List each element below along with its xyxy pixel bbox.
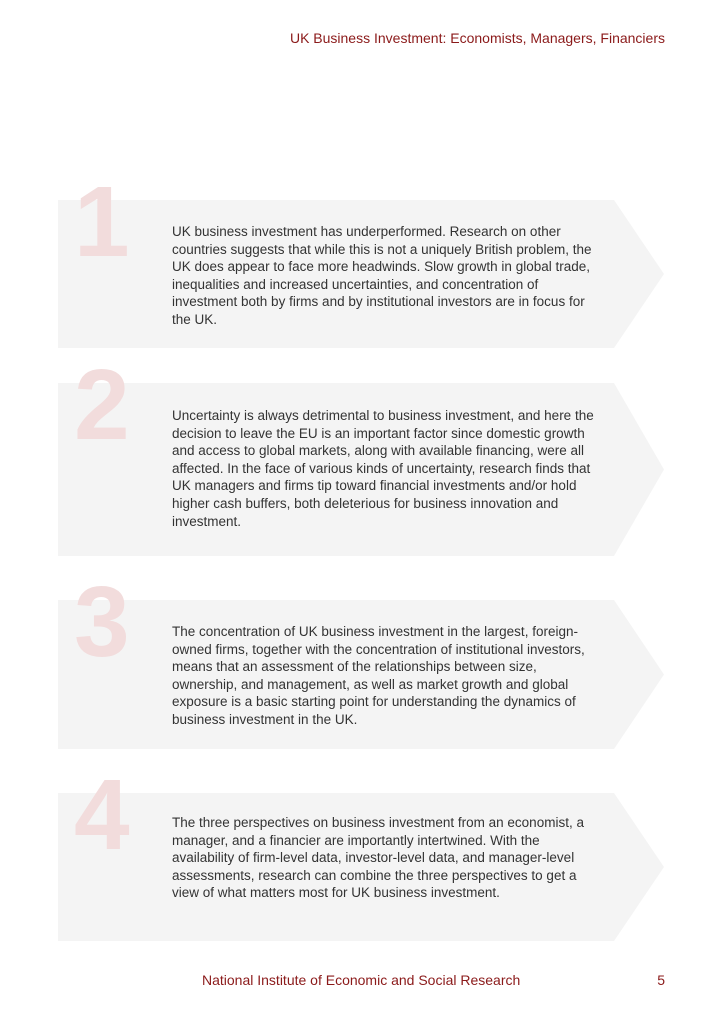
- running-header: UK Business Investment: Economists, Managers, Financiers: [289, 30, 665, 46]
- summary-card-4: [58, 759, 664, 941]
- summary-card-1: [58, 166, 664, 348]
- card-number: 3: [74, 566, 130, 678]
- card-text: Uncertainty is always detrimental to business investment, and here the decision to leave the EU is an important factor since domestic growth and access to global markets, along with available financing, were all affected. In the face of various kinds of uncertainty, research finds that UK managers and firms tip toward financial investments and/or hold higher cash buffers, both deleterious for business innovation and investment.: [172, 408, 594, 529]
- summary-card-2: [58, 349, 664, 556]
- card-number: 4: [74, 759, 130, 871]
- card-text: The concentration of UK business investment in the largest, foreign-owned firms, together with the concentration of institutional investors, means that an assessment of the relationships between size, ownership, and management, as well as market growth and global exposure is a basic starting point for understanding the dynamics of business investment in the UK.: [172, 624, 585, 727]
- summary-card-3: [58, 566, 664, 749]
- card-text: The three perspectives on business investment from an economist, a manager, and a financier are importantly intertwined. With the availability of firm-level data, investor-level data, and manager-level assessments, research can combine the three perspectives to get a view of what matters most for UK business investment.: [172, 815, 584, 901]
- page-number: 5: [657, 972, 665, 988]
- card-text: UK business investment has underperformed. Research on other countries suggests that while this is not a uniquely British problem, the UK does appear to face more headwinds. Slow growth in global trade, inequalities and increased uncertainties, and concentration of investment both by firms and by institutional investors are in focus for the UK.: [172, 224, 592, 327]
- card-number: 1: [74, 166, 130, 278]
- card-number: 2: [74, 349, 130, 461]
- footer-organization: National Institute of Economic and Social Research: [202, 972, 521, 988]
